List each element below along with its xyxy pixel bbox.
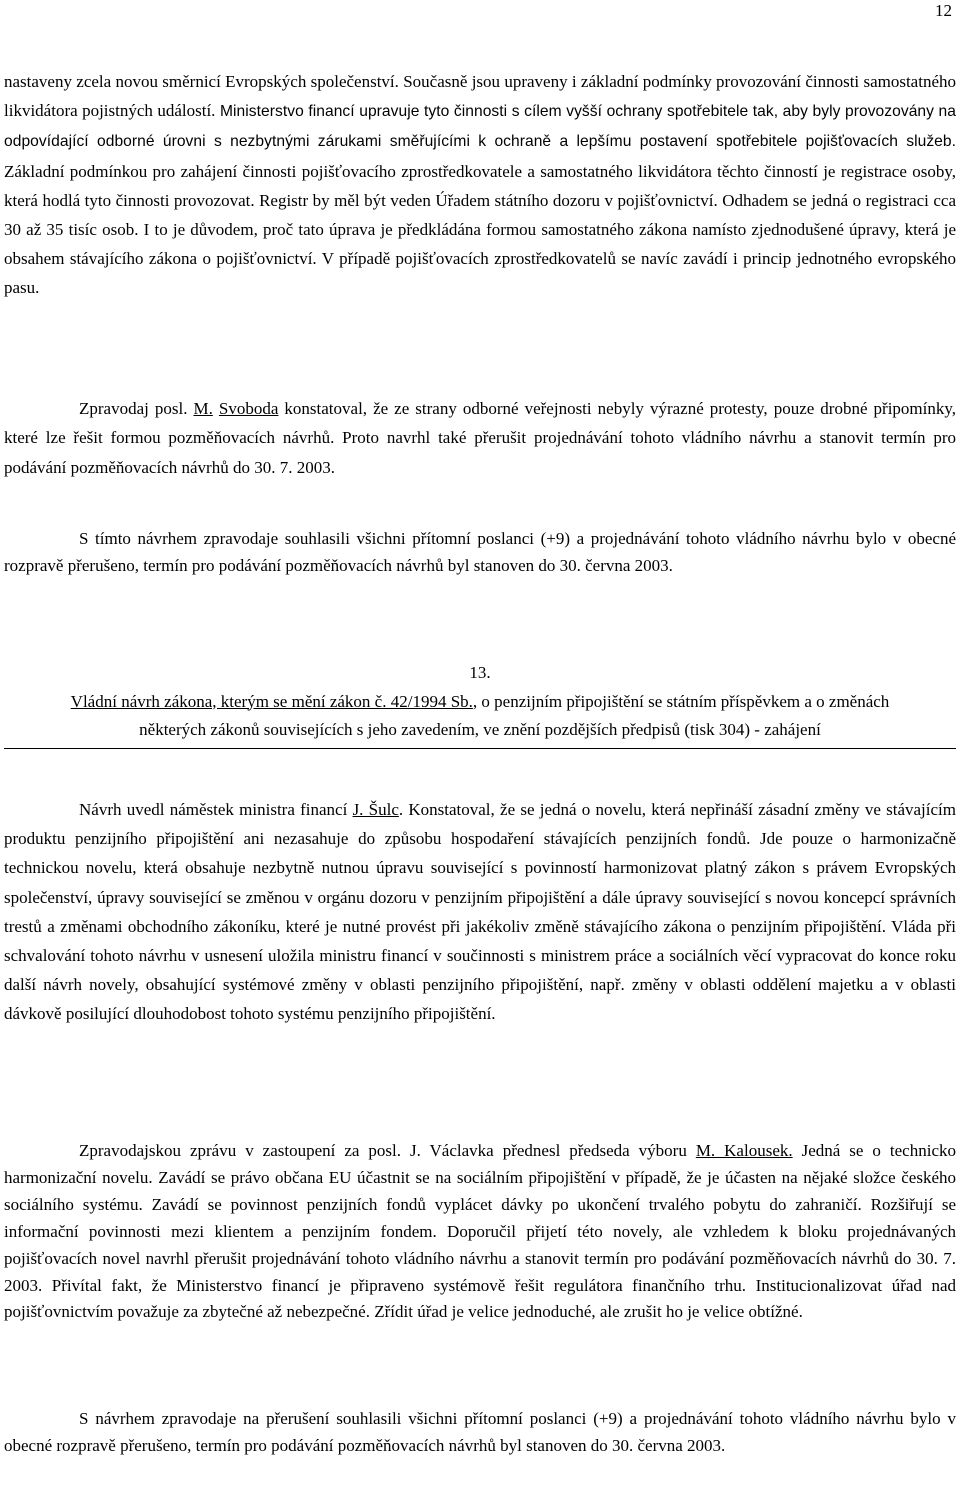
sulc-rest: . Konstatoval, že se jedná o novelu, která nepřináší zásadní změny ve stávajícím produktu penzijního připojištění ani nezasahuje do způsobu hospodaření stávajících penzijních fondů. Jde pouze o harmonizačně technickou novelu, která obsahuje nezbytně nutnou úpravu související s povinností harmonizovat platný zákon s právem Evropských společenství, úpravy související se změnou v orgánu dozoru v penzijním připojištění a dále úpravy související s novou koncepcí správních trestů a změnami obchodního zákoníku, které je nutné provést při jakékoliv změně stávajícího zákona o penzijním připojištění. Vláda při schvalování tohoto návrhu v usnesení uložila ministru financí v součinnosti s ministrem práce a sociálních věcí vypracovat do konce roku další návrh novely, obsahující systémové změny v oblasti penzijního připojištění, např. změny v oblasti oddělení majetku a v oblasti dávkově posilující dlouhodobost tohoto systému penzijního připojištění. (4, 800, 956, 1024)
kalousek-paragraph (4, 1138, 956, 1326)
intro-text-serif-2: Základní podmínkou pro zahájení činnosti pojišťovacího zprostředkovatele a samostatného likvidátora těchto činností je registrace osoby, která hodlá tyto činnosti provozovat. Registr by měl být veden Úřadem státního dozoru v pojišťovnictví. Odhadem se jedná o registraci cca 30 až 35 tisíc osob. I to je důvodem, proč tato úprava je předkládána formou samostatného zákona namísto zjednodušené úpravy, která je obsahem stávajícího zákona o pojišťovnictví. V případě pojišťovacích zprostředkovatelů se navíc zavádí i princip jednotného evropského pasu. (4, 161, 956, 298)
svoboda-initial: M. (193, 399, 213, 418)
sulc-lead: Návrh uvedl náměstek ministra financí (79, 800, 353, 819)
vote-paragraph-2: S návrhem zpravodaje na přerušení souhlasili všichni přítomní poslanci (+9) a projednávání tohoto vládního návrhu bylo v obecné rozpravě přerušeno, termín pro podávání pozměňovacích návrhů byl stanoven do 30. června 2003. (4, 1409, 956, 1455)
kalousek-name: M. Kalousek. (695, 1141, 793, 1160)
vote-paragraph-1: S tímto návrhem zpravodaje souhlasili všichni přítomní poslanci (+9) a projednávání tohoto vládního návrhu bylo v obecné rozpravě přerušeno, termín pro podávání pozměňovacích návrhů byl stanoven do 30. června 2003. (4, 529, 956, 575)
page-number: 12 (935, 1, 952, 20)
agenda-item-title-rest: , o penzijním připojištění se státním příspěvkem a o změnách některých zákonů souvisejících s jeho zavedením, ve znění pozdějších předpisů (tisk 304) - zahájení (139, 691, 890, 739)
intro-text-sans: Ministerstvo financí upravuje tyto činnosti s cílem vyšší ochrany spotřebitele tak, aby byly provozovány na odpovídající odborné úrovni s nezbytnými zárukami směřujícími k ochraně a lepšímu postavení spotřebitele pojišťovacích služeb. (4, 103, 956, 151)
agenda-item-number: 13. (469, 663, 491, 682)
agenda-item-13 (4, 659, 956, 749)
agenda-item-title-law: Vládní návrh zákona, kterým se mění zákon č. 42/1994 Sb. (70, 691, 473, 711)
sulc-paragraph (4, 795, 956, 1029)
svoboda-paragraph (4, 394, 956, 482)
intro-text-serif-1: nastaveny zcela novou směrnicí Evropských společenství. Současně jsou upraveny i základní podmínky provozování činnosti samostatného likvidátora pojistných událostí. (4, 72, 956, 121)
sulc-name: J. Šulc (352, 800, 399, 819)
svoboda-rest: konstatoval, že ze strany odborné veřejnosti nebyly výrazné protesty, pouze drobné připomínky, které lze řešit formou pozměňovacích návrhů. Proto navrhl také přerušit projednávání tohoto vládního návrhu a stanovit termín pro podávání pozměňovacích návrhů do 30. 7. 2003. (4, 399, 957, 477)
kalousek-rest: Jedná se o technicko harmonizační novelu. Zavádí se právo občana EU účastnit se na sociálním připojištění v případě, že je účasten na nějaké složce českého sociálního systému. Zavádí se povinnost penzijních fondů vyplácet dávky po ukončení trvalého pobytu do zahraničí. Rozšiřují se informační povinnosti mezi klientem a penzijním fondem. Doporučil přijetí této novely, ale vzhledem k bloku projednávaných pojišťovacích novel navrhl přerušit projednávání tohoto vládního návrhu a stanovit termín pro podávání pozměňovacích návrhů do 30. 7. 2003. Přivítal fakt, že Ministerstvo financí je připraveno systémově řešit regulátora finančního trhu. Institucionalizovat úřad nad pojišťovnictvím považuje za zbytečné až nebezpečné. Zřídit úřad je velice jednoduché, ale zrušit ho je velice obtížné. (4, 1141, 957, 1322)
section-divider (4, 748, 956, 749)
kalousek-lead: Zpravodajskou zprávu v zastoupení za posl. J. Václavka přednesl předseda výboru (79, 1141, 696, 1160)
svoboda-lead: Zpravodaj posl. (79, 399, 194, 418)
intro-paragraph (4, 67, 956, 303)
agenda-item-title (4, 688, 956, 745)
svoboda-name: Svoboda (218, 399, 279, 418)
